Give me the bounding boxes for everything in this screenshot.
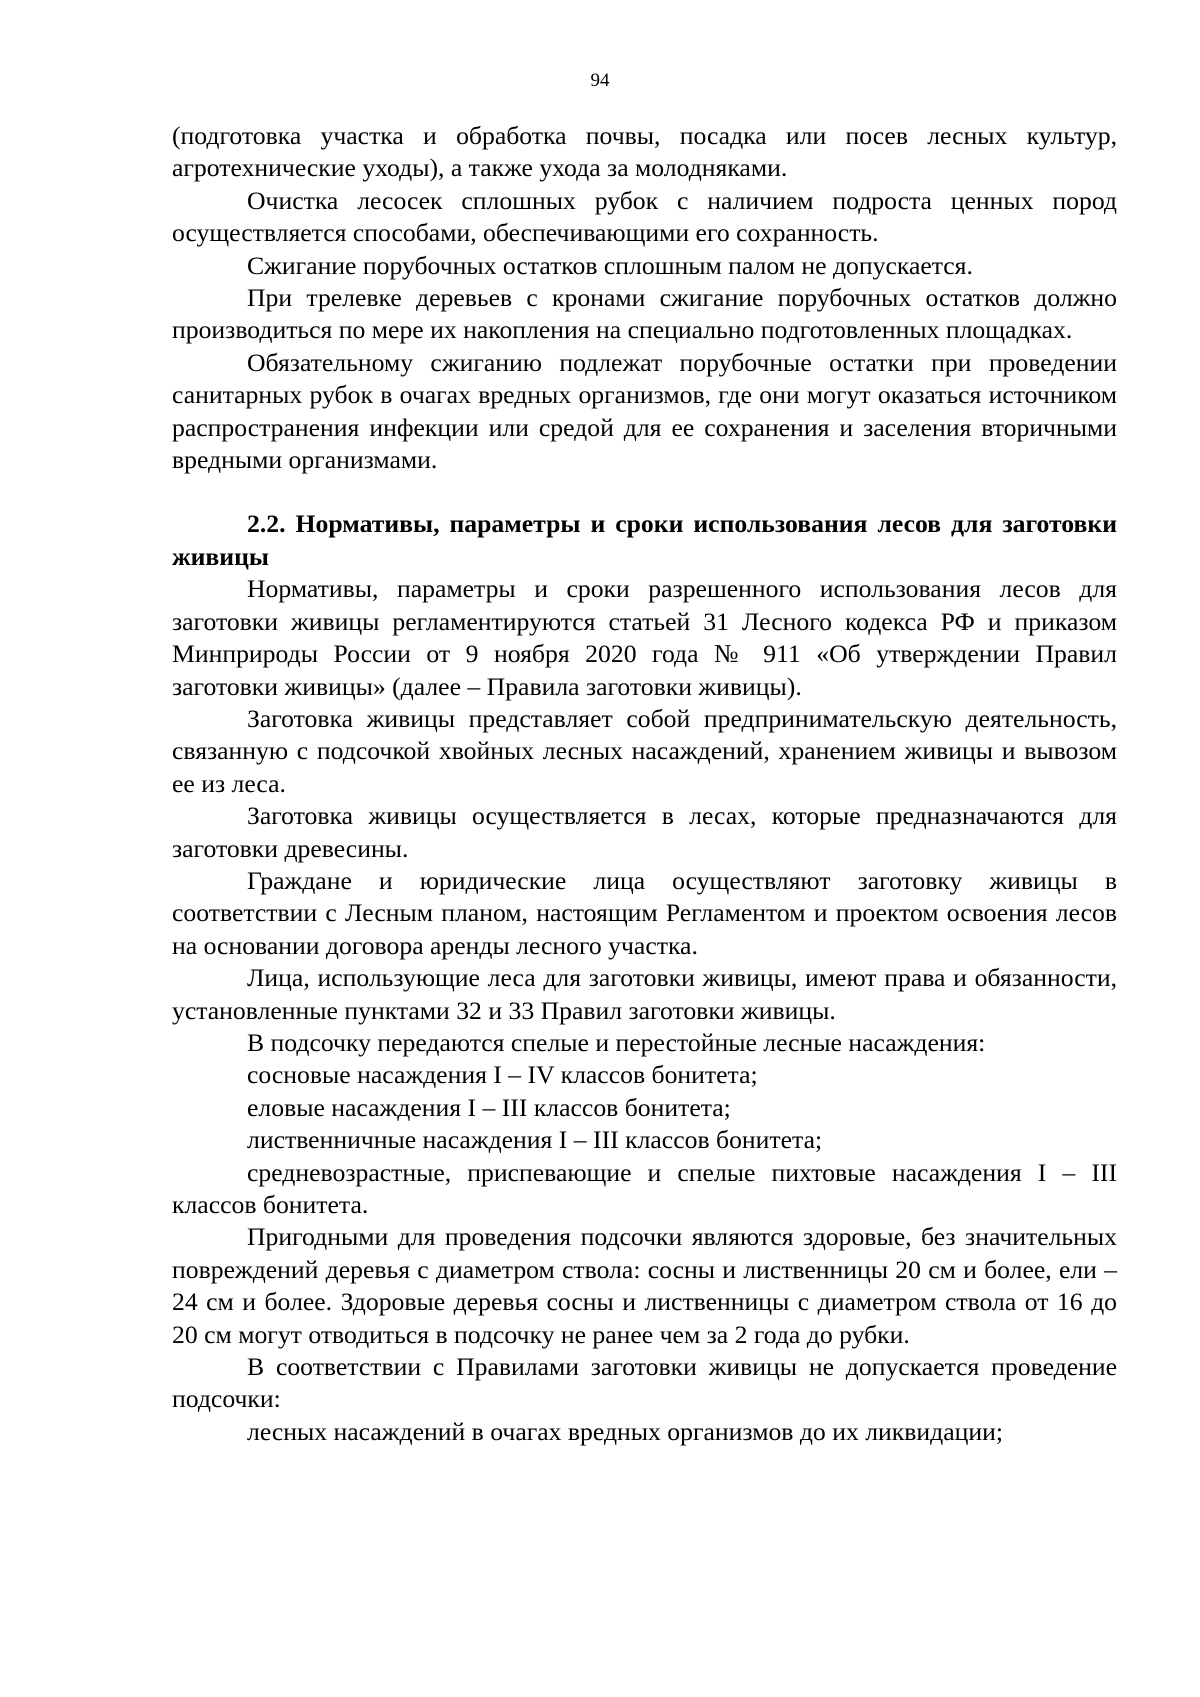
list-item: еловые насаждения I – III классов бонитета;	[247, 1092, 731, 1122]
paragraph: Очистка лесосек сплошных рубок с наличием подроста ценных пород осуществляется способами, обеспечивающими его сохранность.	[172, 185, 1117, 248]
paragraph: В подсочку передаются спелые и перестойные лесные насаждения:	[247, 1027, 986, 1057]
paragraph: Пригодными для проведения подсочки являются здоровые, без значительных повреждений деревья с диаметром ствола: сосны и лиственницы 20 см и более, ели – 24 см и более. Здоровые деревья сосны и лиственницы с диаметром ствола от 16 до 20 см могут отводиться в подсочку не ранее чем за 2 года до рубки.	[172, 1222, 1117, 1349]
paragraph: Заготовка живицы осуществляется в лесах, которые предназначаются для заготовки древесины.	[172, 801, 1117, 863]
list-item: сосновые насаждения I – IV классов бонитета;	[247, 1060, 758, 1090]
paragraph: Нормативы, параметры и сроки разрешенного использования лесов для заготовки живицы регламентируются статьей 31 Лесного кодекса РФ и приказом Минприроды России от 9 ноября 2020 года № 911 «Об утверждении Правил заготовки живицы» (далее – Правила заготовки живицы).	[172, 574, 1117, 701]
section-heading: 2.2. Нормативы, параметры и сроки использования лесов для заготовки живицы	[172, 509, 1117, 571]
paragraph: Граждане и юридические лица осуществляют заготовку живицы в соответствии с Лесным планом, настоящим Регламентом и проектом освоения лесов на основании договора аренды лесного участка.	[172, 865, 1117, 960]
list-item: лиственничные насаждения I – III классов бонитета;	[247, 1125, 823, 1155]
page-number: 94	[590, 70, 610, 91]
paragraph: Лица, использующие леса для заготовки живицы, имеют права и обязанности, установленные пунктами 32 и 33 Правил заготовки живицы.	[172, 963, 1117, 1025]
paragraph: В соответствии с Правилами заготовки живицы не допускается проведение подсочки:	[172, 1352, 1117, 1414]
paragraph: Заготовка живицы представляет собой предпринимательскую деятельность, связанную с подсочкой хвойных лесных насаждений, хранением живицы и вывозом ее из леса.	[172, 703, 1117, 798]
paragraph: Обязательному сжиганию подлежат порубочные остатки при проведении санитарных рубок в очагах вредных организмов, где они могут оказаться источником распространения инфекции или средой для ее сохранения и заселения вторичными вредными организмами.	[172, 347, 1117, 475]
list-item: лесных насаждений в очагах вредных организмов до их ликвидации;	[247, 1416, 1003, 1446]
document-body	[172, 120, 1117, 1448]
paragraph: (подготовка участка и обработка почвы, посадка или посев лесных культур, агротехнические уходы), а также ухода за молодняками.	[172, 121, 1117, 183]
paragraph: Сжигание порубочных остатков сплошным палом не допускается.	[247, 250, 973, 280]
paragraph: При трелевке деревьев с кронами сжигание порубочных остатков должно производиться по мере их накопления на специально подготовленных площадках.	[172, 283, 1117, 345]
list-item: средневозрастные, приспевающие и спелые пихтовые насаждения I – III классов бонитета.	[172, 1157, 1117, 1219]
